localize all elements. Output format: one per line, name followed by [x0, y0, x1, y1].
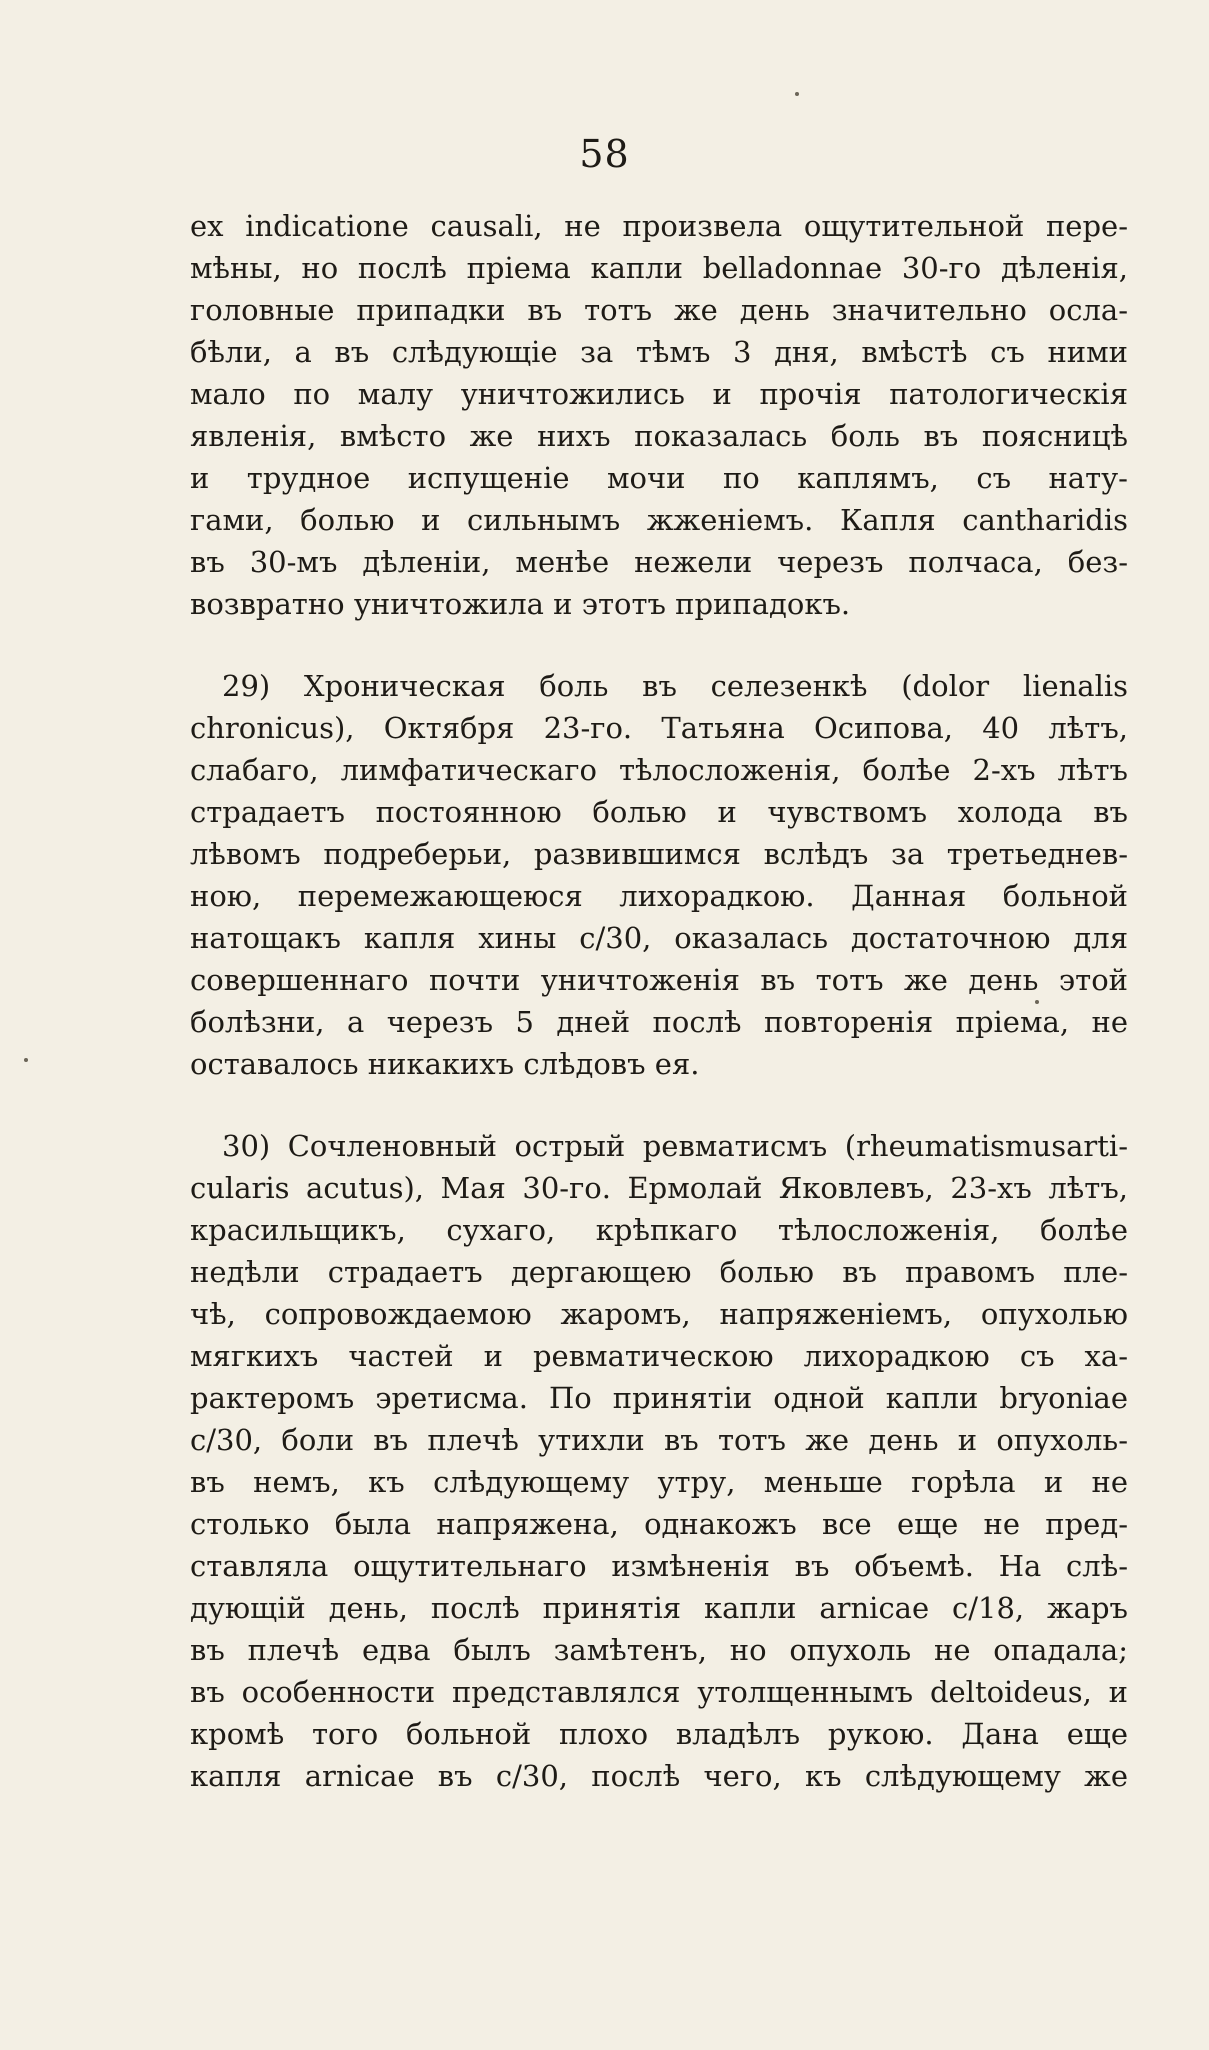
text-line: столько была напряжена, однакожъ все еще не пред- [190, 1507, 1128, 1541]
text-line: совершеннаго почти уничтоженія въ тотъ же день этой [190, 963, 1128, 997]
text-line: 30) Сочленовный острый ревматисмъ (rheumatismusarti- [222, 1129, 1128, 1163]
paper-speck [1035, 1000, 1039, 1004]
text-line: cularis acutus), Мая 30-го. Ермолай Яковлевъ, 23-хъ лѣтъ, [190, 1171, 1128, 1205]
text-line: мѣны, но послѣ пріема капли belladonnae 30-го дѣленія, [190, 251, 1128, 285]
text-line: гами, болью и сильнымъ жженіемъ. Капля cantharidis [190, 503, 1128, 537]
text-line: головные припадки въ тотъ же день значительно осла- [190, 293, 1128, 327]
paragraph-29 [190, 665, 1128, 1085]
text-line: капля arnicae въ c/30, послѣ чего, къ слѣдующему же [190, 1759, 1128, 1793]
text-line: чѣ, сопровождаемою жаромъ, напряженіемъ, опухолью [190, 1297, 1128, 1331]
text-line: въ немъ, къ слѣдующему утру, меньше горѣла и не [190, 1465, 1128, 1499]
paragraph-1 [190, 205, 1128, 625]
text-line: рактеромъ эретисма. По принятіи одной капли bryoniae [190, 1381, 1128, 1415]
text-line: chronicus), Октября 23-го. Татьяна Осипова, 40 лѣтъ, [190, 711, 1128, 745]
text-line: недѣли страдаетъ дергающею болью въ правомъ пле- [190, 1255, 1128, 1289]
text-line: лѣвомъ подреберьи, развившимся вслѣдъ за третьеднев- [190, 837, 1128, 871]
text-line: въ особенности представлялся утолщеннымъ deltoideus, и [190, 1675, 1128, 1709]
text-line: въ плечѣ едва былъ замѣтенъ, но опухоль не опадала; [190, 1633, 1128, 1667]
text-line: дующій день, послѣ принятія капли arnicae c/18, жаръ [190, 1591, 1128, 1625]
text-line: ex indicatione causali, не произвела ощутительной пере- [190, 209, 1128, 243]
paper-speck [795, 92, 799, 96]
text-line: болѣзни, а черезъ 5 дней послѣ повторенія пріема, не [190, 1005, 1128, 1039]
text-line: слабаго, лимфатическаго тѣлосложенія, болѣе 2-хъ лѣтъ [190, 753, 1128, 787]
text-line: ною, перемежающеюся лихорадкою. Данная больной [190, 879, 1128, 913]
text-line: возвратно уничтожила и этотъ припадокъ. [190, 587, 851, 621]
text-line: c/30, боли въ плечѣ утихли въ тотъ же день и опухоль- [190, 1423, 1128, 1457]
text-line: 29) Хроническая боль въ селезенкѣ (dolor lienalis [222, 669, 1128, 703]
paper-speck [24, 1058, 28, 1062]
text-line: красильщикъ, сухаго, крѣпкаго тѣлосложенія, болѣе [190, 1213, 1128, 1247]
text-line: кромѣ того больной плохо владѣлъ рукою. Дана еще [190, 1717, 1128, 1751]
text-line: бѣли, а въ слѣдующіе за тѣмъ 3 дня, вмѣстѣ съ ними [190, 335, 1128, 369]
text-line: мало по малу уничтожились и прочія патологическія [190, 377, 1128, 411]
text-line: оставалось никакихъ слѣдовъ ея. [190, 1047, 700, 1081]
text-line: страдаетъ постоянною болью и чувствомъ холода въ [190, 795, 1128, 829]
paragraph-30 [190, 1125, 1128, 1797]
text-line: ставляла ощутительнаго измѣненія въ объемѣ. На слѣ- [190, 1549, 1128, 1583]
text-line: явленія, вмѣсто же нихъ показалась боль въ поясницѣ [190, 419, 1128, 453]
text-line: мягкихъ частей и ревматическою лихорадкою съ ха- [190, 1339, 1128, 1373]
text-line: и трудное испущеніе мочи по каплямъ, съ нату- [190, 461, 1128, 495]
text-line: натощакъ капля хины c/30, оказалась достаточною для [190, 921, 1128, 955]
page-number: 58 [579, 132, 630, 176]
text-line: въ 30-мъ дѣленіи, менѣе нежели черезъ полчаса, без- [190, 545, 1128, 579]
